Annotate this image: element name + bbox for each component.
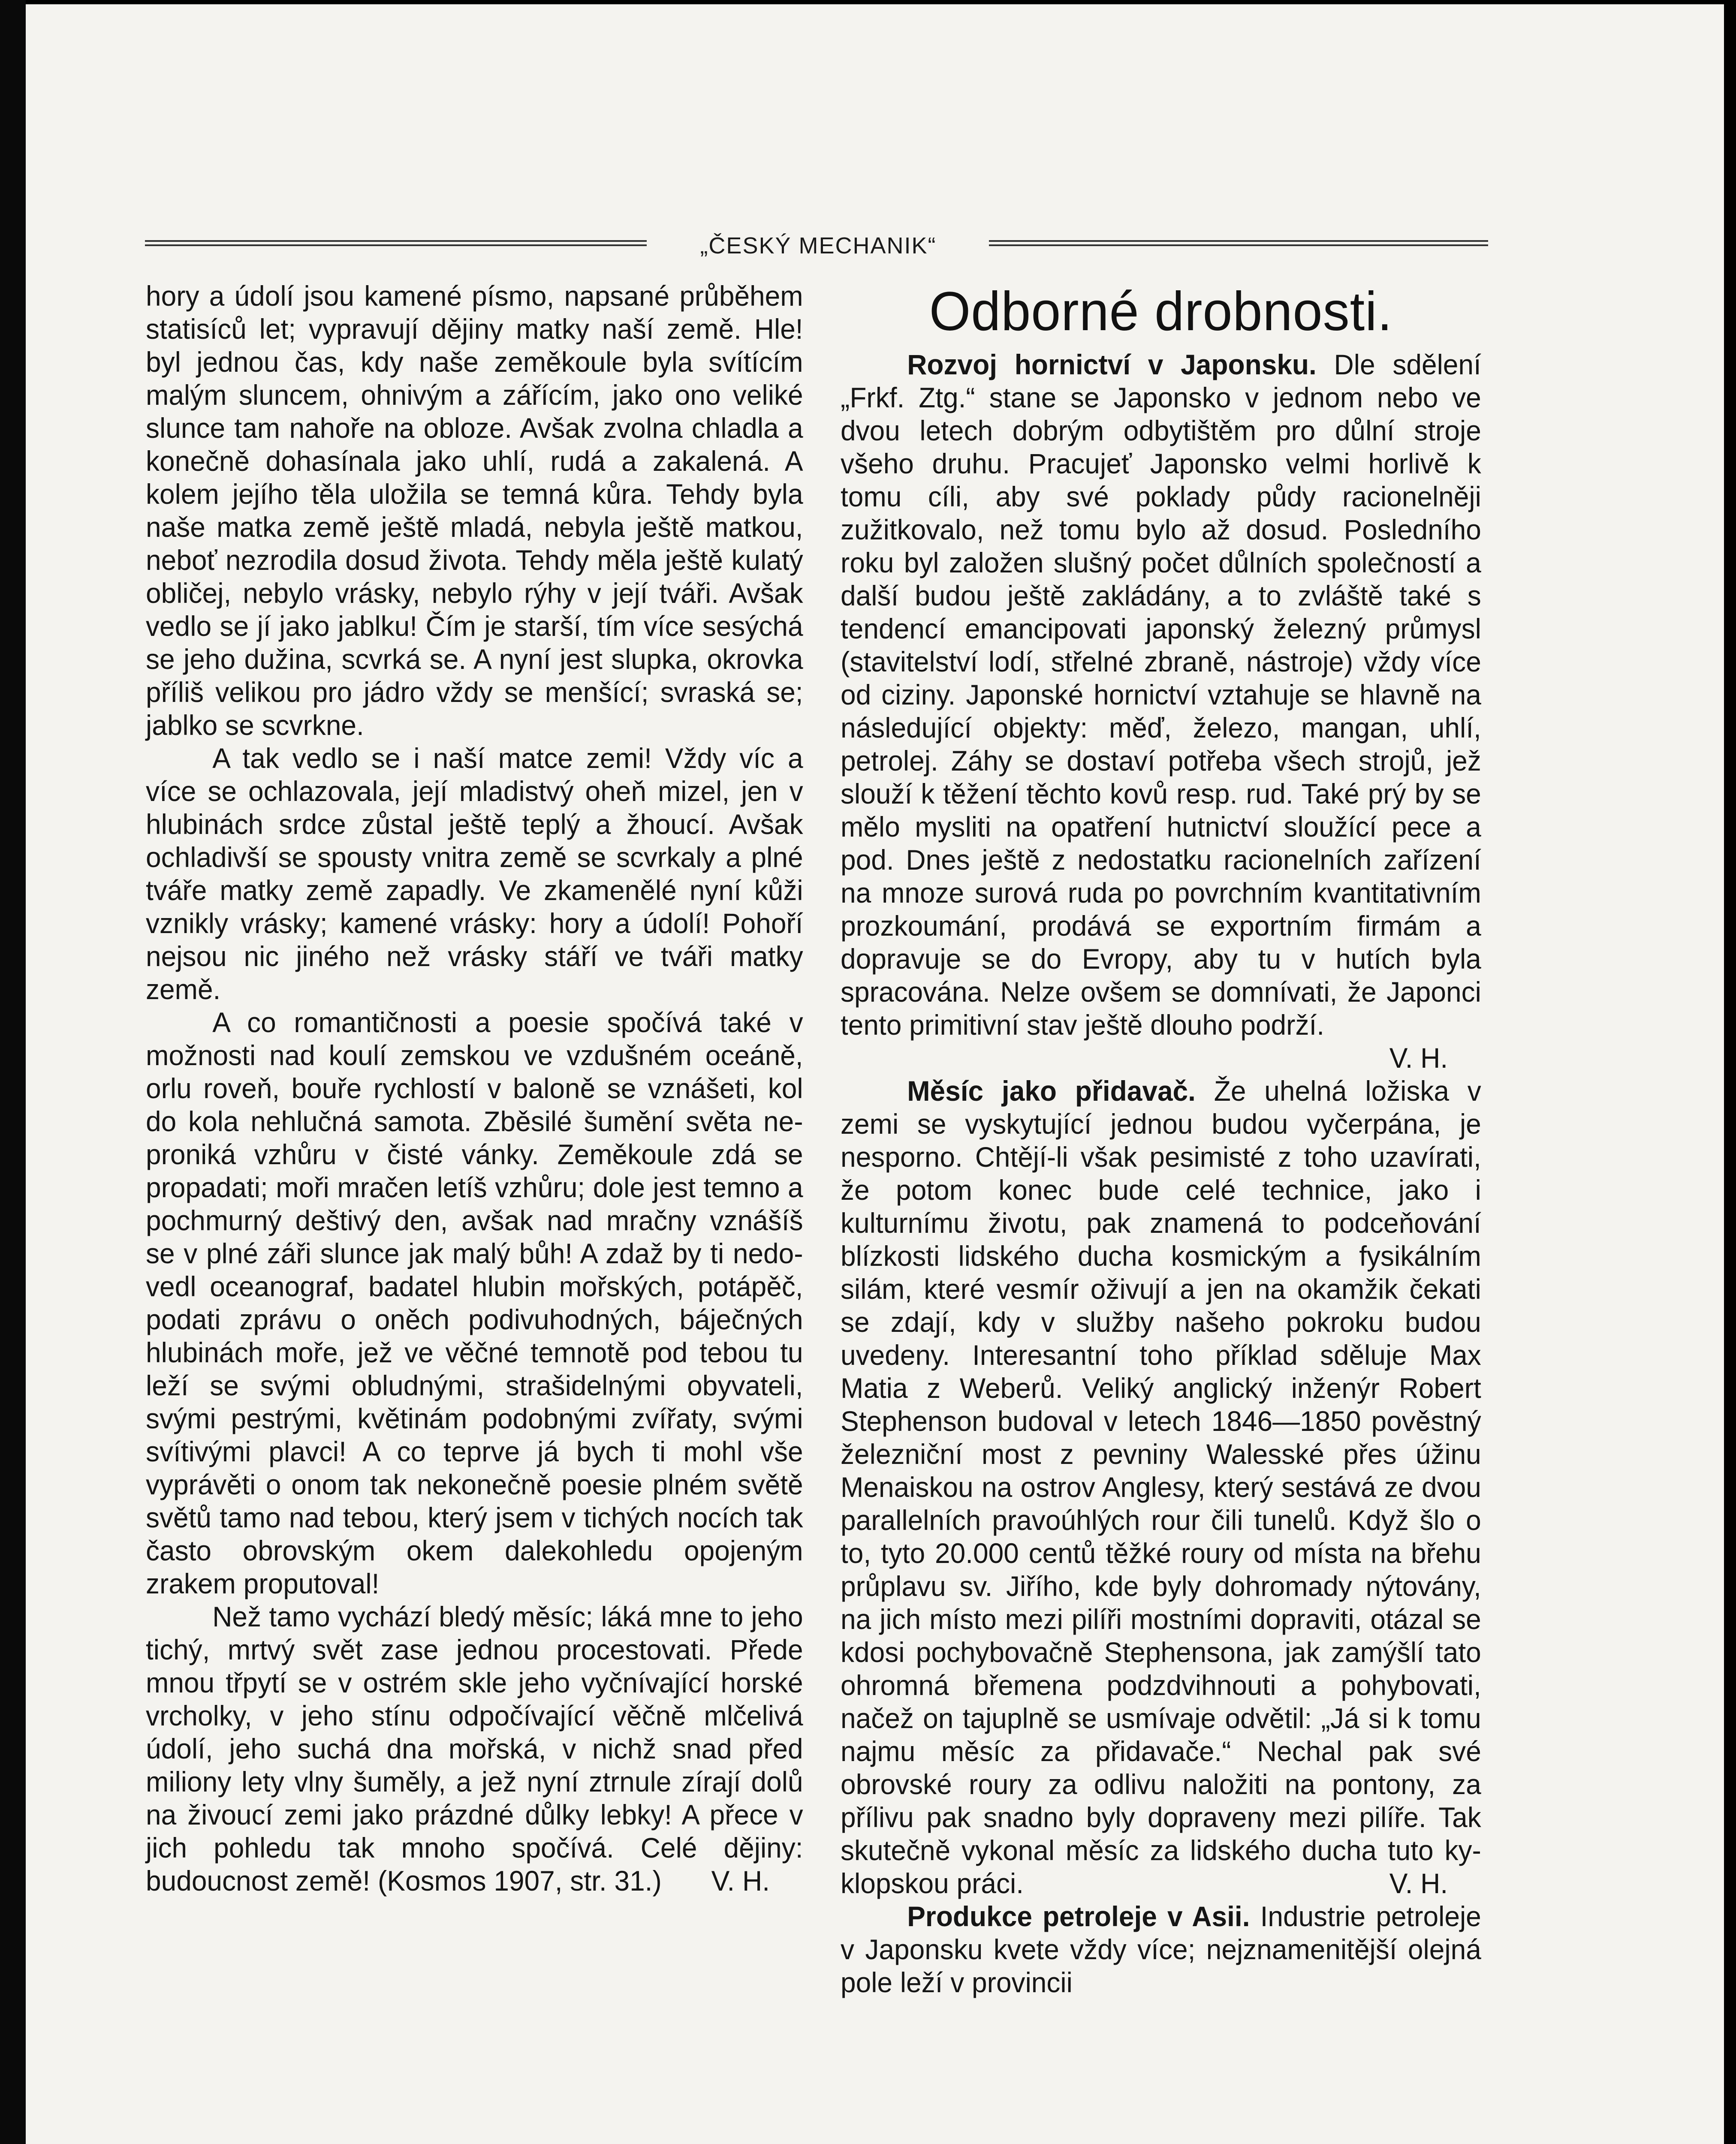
- paragraph: A co romantičnosti a poesie spočívá také v možnosti nad koulí zemskou ve vzdušném oceáně, orlu roveň, bouře rychlostí v baloně se vznášeti, kol do kola nehlučná samota. Zběsilé šumění světa neproniká vzhůru v čisté vánky. Zeměkoule zdá se propadati; moři mračen letíš vzhůru; dole jest temno a pochmurný deštivý den, avšak nad mračny vznášíš se v plné záři slunce jak malý bůh! A zdaž by ti nedovedl oceanograf, badatel hlubin mořských, potápěč, podati zprávu o oněch podivuhodných, báječných hlubinách moře, jež ve věčné temnotě pod tebou tu leží se svými obludnými, strašidelnými obyvateli, svými pestrými, květinám podobnými zvířaty, svými svítivými plavci! A co teprve já bych ti mohl vše vyprávěti o onom tak nekonečně poesie plném světě světů tamo nad tebou, který jsem v tichých nocích tak často obrovským okem dalekohledu opojeným zrakem proputoval!: [146, 1006, 803, 1599]
- article-text: Industrie petroleje v Japonsku kvete vždy více; nejznamenitější olejná pole leží v provincii: [841, 1900, 1481, 1998]
- article: [841, 348, 1481, 1074]
- signature: V. H.: [1389, 1042, 1448, 1074]
- signature: V. H.: [1389, 1867, 1448, 1899]
- paragraph: hory a údolí jsou kamené písmo, napsané průběhem statisíců let; vypravují dějiny matky naší země. Hle! byl jednou čas, kdy naše zeměkoule byla svítícím malým sluncem, ohnivým a zářícím, jako ono veliké slunce tam nahoře na obloze. Avšak zvolna chladla a konečně dohasínala jako uhlí, rudá a zakalená. A kolem jejího těla uložila se temná kůra. Tehdy byla naše matka země ještě mladá, nebyla ještě matkou, neboť nezrodila dosud života. Tehdy měla ještě kulatý obličej, nebylo vrásky, nebylo rýhy v její tváři. Avšak vedlo se jí jako jablku! Čím je starší, tím více sesýchá se jeho dužina, scvrká se. A nyní jest slupka, okrovka příliš velikou pro jádro vždy se menšící; svraská se; jablko se scvrkne.: [146, 280, 803, 741]
- running-title: „ČESKÝ MECHANIK“: [700, 233, 937, 259]
- paragraph: A tak vedlo se i naší matce zemi! Vždy víc a více se ochlazovala, její mladistvý oheň mizel, jen v hlubinách srdce zůstal ještě teplý a žhoucí. Avšak ochladivší se spousty vnitra země se scvrkaly a plné tváře matky země zapadly. Ve zkamenělé nyní kůži vznikly vrásky; kamené vrásky: hory a údolí! Pohoří nejsou nic jiného než vrásky stáří ve tváři matky země.: [146, 742, 803, 1005]
- article-text: Že uhelná ložiska v zemi se vyskytující jednou budou vyčerpána, je nesporno. Chtějí-li však pesimisté z toho uzavírati, že potom konec bude celé technice, jako i kulturnímu životu, pak znamená to podceňování blízkosti lidského ducha kosmickým a fysikálním silám, které vesmír oživují a jen na okamžik čekati se zdají, kdy v služby našeho pokroku budou uvedeny. Interesantní toho příklad sděluje Max Matia z Weberů. Veliký anglický inženýr Robert Stephenson budoval v letech 1846—1850 pověstný železniční most z pevniny Walesské přes úžinu Menaiskou na ostrov Anglesy, který sestává ze dvou parallelních pravoúhlých rour čili tunelů. Když šlo o to, tyto 20.000 centů těžké roury od místa na břehu průplavu sv. Jiřího, kde byly dohromady nýtovány, na jich místo mezi pilíři mostními dopraviti, otázal se kdosi pochybovačně Stephensona, jak zamýšlí tato ohromná břemena podzdvihnouti a pohybovati, načež on tajuplně se usmívaje odvětil: „Já si k tomu najmu měsíc za přidavače.“ Nechal pak své obrovské roury za odlivu naložiti na pontony, za přílivu pak snadno byly dopraveny mezi pilíře. Tak skutečně vykonal měsíc za lidského ducha tuto kyklopskou práci.: [841, 1075, 1481, 1899]
- article-runin-title: Rozvoj hornictví v Japonsku.: [907, 349, 1317, 380]
- signature: V. H.: [711, 1865, 770, 1897]
- article-text: Dle sdělení „Frkf. Ztg.“ stane se Japonsko v jednom nebo ve dvou letech dobrým odbytištěm pro důlní stroje všeho druhu. Pracujeť Japonsko velmi horlivě k tomu cíli, aby své poklady půdy racionelněji zužitkovalo, než tomu bylo až dosud. Posledního roku byl založen slušný počet důlních společností a další budou ještě zakládány, a to zvláště také s tendencí emancipovati japonský železný průmysl (stavitelství lodí, střelné zbraně, nástroje) vždy více od ciziny. Japonské hornictví vztahuje se hlavně na následující objekty: měď, železo, mangan, uhlí, petrolej. Záhy se dostaví potřeba všech strojů, jež slouží k těžení těchto kovů resp. rud. Také prý by se mělo mysliti na opatření hutnictví sloužící pece a pod. Dnes ještě z nedostatku racionelních zařízení na mnoze surová ruda po povrchním kvantitativním prozkoumání, prodává se exportním firmám a dopravuje se do Evropy, aby tu v hutích byla spracována. Nelze ovšem se domnívati, že Japonci tento primitivní stav ještě dlouho podrží.: [841, 349, 1481, 1041]
- article: [841, 1900, 1481, 1999]
- article-runin-title: Měsíc jako přidavač.: [907, 1075, 1196, 1107]
- left-column: [146, 280, 803, 1897]
- paragraph: Než tamo vychází bledý měsíc; láká mne to jeho tichý, mrtvý svět zase jednou procestovati. Přede mnou třpytí se v ostrém skle jeho vyčnívající horské vrcholky, v jeho stínu odpočívající věčně mlčelivá údolí, jeho suchá dna mořská, v nichž snad před miliony lety vlny šuměly, a jež nyní ztrnule zírají dolů na živoucí zemi jako prázdné důlky lebky! A přece v jich pohledu tak mnoho spočívá. Celé dějiny: budoucnost země! (Kosmos 1907, str. 31.): [146, 1601, 803, 1897]
- running-header: [145, 228, 1488, 262]
- section-title: Odborné drobnosti.: [929, 281, 1393, 342]
- header-rule-left: [145, 240, 647, 251]
- scan-border-left: [0, 0, 26, 2144]
- article-runin-title: Produkce petroleje v Asii.: [907, 1900, 1250, 1932]
- article: [841, 1075, 1481, 1900]
- right-column: [841, 280, 1481, 1999]
- header-rule-right: [989, 240, 1488, 251]
